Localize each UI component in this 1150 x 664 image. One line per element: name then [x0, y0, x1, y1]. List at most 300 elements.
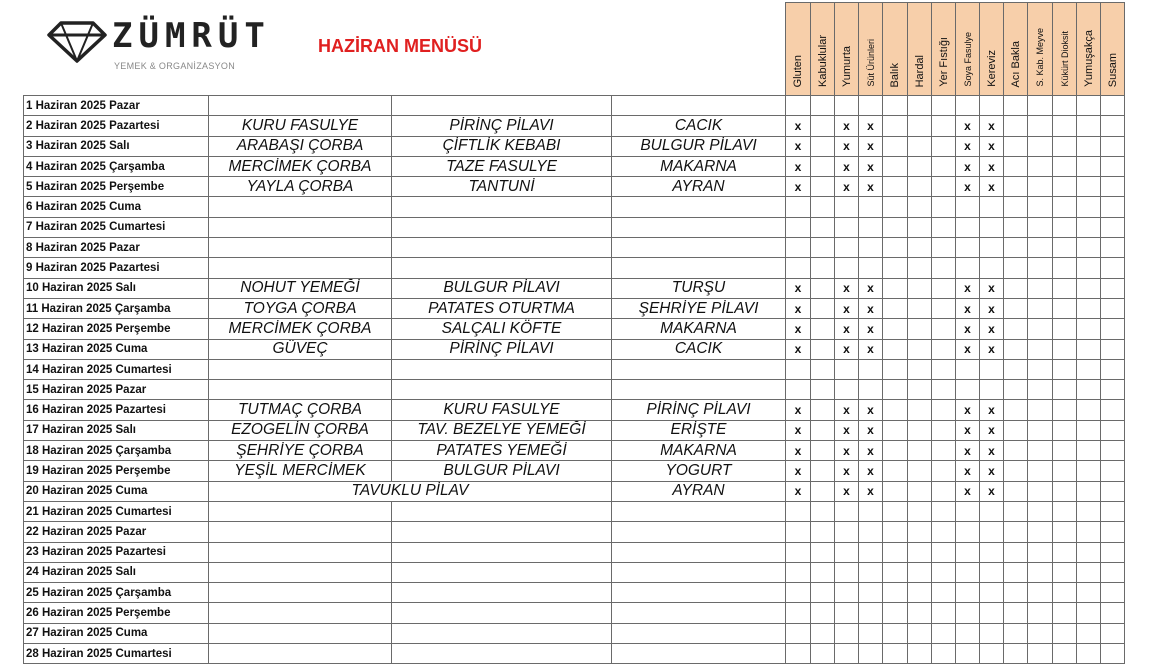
dish-cell: [209, 562, 392, 582]
dish-cell: YOGURT: [612, 461, 786, 481]
allergen-mark-cell: [859, 197, 883, 217]
allergen-mark-cell: [786, 96, 811, 116]
allergen-mark-cell: [859, 238, 883, 258]
menu-row: [24, 644, 1125, 664]
allergen-mark-cell: [1028, 562, 1053, 582]
allergen-mark-cell: [811, 562, 835, 582]
allergen-mark-cell: x: [859, 481, 883, 501]
allergen-mark-cell: [1004, 339, 1028, 359]
allergen-mark-cell: [883, 96, 908, 116]
allergen-mark-cell: [786, 217, 811, 237]
menu-row: [24, 420, 1125, 440]
allergen-mark-cell: x: [786, 339, 811, 359]
allergen-mark-cell: [835, 359, 859, 379]
allergen-mark-cell: [932, 562, 956, 582]
allergen-mark-cell: [1077, 217, 1101, 237]
allergen-mark-cell: [835, 501, 859, 521]
allergen-mark-cell: [1077, 644, 1101, 664]
dish-cell: MAKARNA: [612, 156, 786, 176]
allergen-mark-cell: [1053, 136, 1077, 156]
menu-row: [24, 238, 1125, 258]
allergen-mark-cell: [1077, 441, 1101, 461]
allergen-mark-cell: [811, 501, 835, 521]
allergen-mark-cell: [932, 522, 956, 542]
allergen-mark-cell: [1053, 380, 1077, 400]
allergen-label: Hardal: [913, 54, 926, 87]
allergen-mark-cell: x: [980, 116, 1004, 136]
allergen-mark-cell: [1004, 400, 1028, 420]
allergen-mark-cell: [1101, 278, 1125, 298]
allergen-mark-cell: [1004, 644, 1028, 664]
allergen-mark-cell: [1028, 359, 1053, 379]
allergen-mark-cell: [1101, 298, 1125, 318]
date-cell: 6 Haziran 2025 Cuma: [24, 197, 209, 217]
allergen-mark-cell: [1101, 522, 1125, 542]
allergen-header: [786, 3, 811, 96]
allergen-mark-cell: [908, 461, 932, 481]
dish-cell: YAYLA ÇORBA: [209, 177, 392, 197]
allergen-mark-cell: x: [956, 461, 980, 481]
allergen-mark-cell: [932, 278, 956, 298]
allergen-mark-cell: [859, 258, 883, 278]
dish-cell: [392, 96, 612, 116]
dish-cell: MAKARNA: [612, 319, 786, 339]
allergen-mark-cell: [908, 96, 932, 116]
allergen-mark-cell: [1028, 603, 1053, 623]
allergen-mark-cell: [1004, 562, 1028, 582]
menu-row: [24, 116, 1125, 136]
menu-row: [24, 583, 1125, 603]
allergen-mark-cell: [811, 238, 835, 258]
allergen-mark-cell: [883, 258, 908, 278]
date-cell: 9 Haziran 2025 Pazartesi: [24, 258, 209, 278]
allergen-mark-cell: [908, 542, 932, 562]
allergen-mark-cell: x: [835, 339, 859, 359]
allergen-mark-cell: [932, 319, 956, 339]
allergen-mark-cell: [908, 359, 932, 379]
allergen-mark-cell: x: [956, 420, 980, 440]
allergen-mark-cell: x: [835, 461, 859, 481]
allergen-mark-cell: [811, 156, 835, 176]
allergen-mark-cell: [811, 298, 835, 318]
allergen-mark-cell: [1077, 258, 1101, 278]
allergen-mark-cell: [1028, 177, 1053, 197]
dish-cell: PATATES OTURTMA: [392, 298, 612, 318]
allergen-mark-cell: [811, 258, 835, 278]
dish-cell: [209, 96, 392, 116]
allergen-mark-cell: x: [980, 156, 1004, 176]
dish-cell: ÇİFTLİK KEBABI: [392, 136, 612, 156]
allergen-mark-cell: [883, 603, 908, 623]
allergen-mark-cell: [883, 400, 908, 420]
dish-cell: PİRİNÇ PİLAVI: [392, 116, 612, 136]
allergen-mark-cell: [1053, 461, 1077, 481]
allergen-mark-cell: [1077, 339, 1101, 359]
allergen-mark-cell: [1077, 319, 1101, 339]
allergen-mark-cell: [1101, 197, 1125, 217]
allergen-mark-cell: [1101, 96, 1125, 116]
menu-row: [24, 319, 1125, 339]
allergen-mark-cell: [786, 542, 811, 562]
allergen-mark-cell: x: [980, 461, 1004, 481]
allergen-header: [835, 3, 859, 96]
dish-cell: TANTUNİ: [392, 177, 612, 197]
dish-cell: [612, 522, 786, 542]
allergen-header: [1053, 3, 1077, 96]
allergen-mark-cell: [932, 644, 956, 664]
allergen-mark-cell: [859, 623, 883, 643]
allergen-mark-cell: [932, 156, 956, 176]
allergen-mark-cell: [932, 116, 956, 136]
allergen-mark-cell: [883, 380, 908, 400]
allergen-mark-cell: [883, 217, 908, 237]
allergen-mark-cell: [1004, 177, 1028, 197]
allergen-mark-cell: [956, 623, 980, 643]
allergen-mark-cell: [859, 501, 883, 521]
menu-row: [24, 177, 1125, 197]
allergen-mark-cell: [1101, 156, 1125, 176]
allergen-mark-cell: [786, 603, 811, 623]
allergen-mark-cell: [1077, 380, 1101, 400]
date-cell: 21 Haziran 2025 Cumartesi: [24, 501, 209, 521]
allergen-mark-cell: [1028, 644, 1053, 664]
allergen-label: Kükürt Dioksit: [1059, 31, 1070, 87]
allergen-mark-cell: [1053, 400, 1077, 420]
allergen-mark-cell: [1028, 197, 1053, 217]
allergen-mark-cell: [786, 644, 811, 664]
allergen-mark-cell: [932, 217, 956, 237]
date-cell: 5 Haziran 2025 Perşembe: [24, 177, 209, 197]
date-cell: 8 Haziran 2025 Pazar: [24, 238, 209, 258]
dish-cell: PİRİNÇ PİLAVI: [612, 400, 786, 420]
menu-row: [24, 400, 1125, 420]
date-cell: 4 Haziran 2025 Çarşamba: [24, 156, 209, 176]
allergen-mark-cell: [786, 238, 811, 258]
menu-row: [24, 136, 1125, 156]
allergen-mark-cell: [1053, 238, 1077, 258]
allergen-header: [1077, 3, 1101, 96]
allergen-mark-cell: [932, 258, 956, 278]
allergen-mark-cell: [908, 339, 932, 359]
dish-cell: [209, 380, 392, 400]
allergen-mark-cell: [1028, 319, 1053, 339]
allergen-mark-cell: x: [859, 177, 883, 197]
allergen-mark-cell: [1077, 359, 1101, 379]
dish-cell: [209, 238, 392, 258]
allergen-mark-cell: [908, 644, 932, 664]
dish-cell: KURU FASULYE: [209, 116, 392, 136]
allergen-mark-cell: [1004, 319, 1028, 339]
allergen-mark-cell: [932, 400, 956, 420]
allergen-header: [1101, 3, 1125, 96]
allergen-mark-cell: [908, 583, 932, 603]
allergen-mark-cell: x: [980, 339, 1004, 359]
allergen-mark-cell: [883, 644, 908, 664]
allergen-mark-cell: x: [835, 278, 859, 298]
allergen-mark-cell: [1004, 461, 1028, 481]
allergen-mark-cell: [1101, 238, 1125, 258]
allergen-mark-cell: [786, 623, 811, 643]
allergen-mark-cell: [811, 359, 835, 379]
allergen-mark-cell: [1053, 501, 1077, 521]
dish-cell: TURŞU: [612, 278, 786, 298]
allergen-mark-cell: [908, 298, 932, 318]
dish-cell: [612, 380, 786, 400]
allergen-mark-cell: [1053, 481, 1077, 501]
dish-cell: [392, 501, 612, 521]
allergen-mark-cell: [980, 603, 1004, 623]
allergen-mark-cell: [883, 420, 908, 440]
allergen-mark-cell: [980, 96, 1004, 116]
allergen-mark-cell: [1101, 481, 1125, 501]
allergen-mark-cell: [1028, 623, 1053, 643]
allergen-mark-cell: [811, 380, 835, 400]
allergen-mark-cell: [835, 380, 859, 400]
date-cell: 12 Haziran 2025 Perşembe: [24, 319, 209, 339]
allergen-mark-cell: [883, 501, 908, 521]
allergen-mark-cell: [956, 542, 980, 562]
allergen-mark-cell: [1028, 542, 1053, 562]
allergen-mark-cell: [1053, 583, 1077, 603]
dish-cell: MAKARNA: [612, 441, 786, 461]
allergen-mark-cell: [811, 177, 835, 197]
allergen-mark-cell: [835, 197, 859, 217]
allergen-mark-cell: [786, 501, 811, 521]
dish-cell: TAZE FASULYE: [392, 156, 612, 176]
allergen-mark-cell: [883, 156, 908, 176]
allergen-mark-cell: [786, 583, 811, 603]
date-cell: 10 Haziran 2025 Salı: [24, 278, 209, 298]
dish-cell: ŞEHRİYE ÇORBA: [209, 441, 392, 461]
allergen-mark-cell: x: [980, 298, 1004, 318]
allergen-mark-cell: [908, 136, 932, 156]
allergen-mark-cell: [1004, 501, 1028, 521]
allergen-mark-cell: x: [956, 441, 980, 461]
allergen-mark-cell: [883, 461, 908, 481]
allergen-mark-cell: [1028, 278, 1053, 298]
dish-cell: [612, 603, 786, 623]
date-cell: 24 Haziran 2025 Salı: [24, 562, 209, 582]
dish-cell: MERCİMEK ÇORBA: [209, 156, 392, 176]
allergen-mark-cell: x: [859, 400, 883, 420]
allergen-mark-cell: [956, 238, 980, 258]
date-cell: 1 Haziran 2025 Pazar: [24, 96, 209, 116]
allergen-mark-cell: [1077, 420, 1101, 440]
allergen-mark-cell: x: [835, 298, 859, 318]
dish-cell: [392, 359, 612, 379]
allergen-mark-cell: [1028, 96, 1053, 116]
allergen-mark-cell: [956, 197, 980, 217]
allergen-mark-cell: x: [956, 298, 980, 318]
allergen-mark-cell: [980, 583, 1004, 603]
allergen-mark-cell: [1004, 481, 1028, 501]
dish-cell: [209, 217, 392, 237]
allergen-mark-cell: [883, 319, 908, 339]
allergen-mark-cell: [883, 116, 908, 136]
allergen-mark-cell: [932, 603, 956, 623]
allergen-mark-cell: [980, 380, 1004, 400]
allergen-mark-cell: [956, 562, 980, 582]
allergen-mark-cell: [932, 238, 956, 258]
allergen-mark-cell: [1101, 258, 1125, 278]
menu-row: [24, 380, 1125, 400]
allergen-mark-cell: x: [956, 278, 980, 298]
dish-cell: [209, 603, 392, 623]
dish-cell: PİRİNÇ PİLAVI: [392, 339, 612, 359]
allergen-mark-cell: [835, 562, 859, 582]
allergen-mark-cell: [1101, 217, 1125, 237]
allergen-mark-cell: [1053, 217, 1077, 237]
allergen-mark-cell: [883, 481, 908, 501]
allergen-mark-cell: [883, 278, 908, 298]
allergen-mark-cell: [1028, 481, 1053, 501]
allergen-mark-cell: [1053, 298, 1077, 318]
allergen-mark-cell: [956, 644, 980, 664]
allergen-header: [811, 3, 835, 96]
date-cell: 13 Haziran 2025 Cuma: [24, 339, 209, 359]
date-cell: 16 Haziran 2025 Pazartesi: [24, 400, 209, 420]
allergen-mark-cell: x: [956, 339, 980, 359]
allergen-mark-cell: [1028, 156, 1053, 176]
allergen-mark-cell: [1028, 238, 1053, 258]
allergen-mark-cell: [1053, 359, 1077, 379]
allergen-mark-cell: x: [835, 136, 859, 156]
allergen-mark-cell: x: [859, 441, 883, 461]
allergen-mark-cell: [883, 359, 908, 379]
allergen-mark-cell: [932, 380, 956, 400]
allergen-mark-cell: [908, 501, 932, 521]
allergen-mark-cell: [908, 278, 932, 298]
allergen-mark-cell: [883, 441, 908, 461]
allergen-mark-cell: [859, 603, 883, 623]
dish-cell: [612, 258, 786, 278]
dish-cell: TOYGA ÇORBA: [209, 298, 392, 318]
date-cell: 28 Haziran 2025 Cumartesi: [24, 644, 209, 664]
allergen-mark-cell: [1004, 359, 1028, 379]
allergen-mark-cell: [980, 258, 1004, 278]
logo-wordmark: ZÜMRÜT: [112, 16, 271, 56]
allergen-mark-cell: [883, 298, 908, 318]
allergen-mark-cell: [1028, 522, 1053, 542]
dish-cell: BULGUR PİLAVI: [392, 278, 612, 298]
allergen-mark-cell: [908, 623, 932, 643]
allergen-mark-cell: [1077, 583, 1101, 603]
menu-row: [24, 278, 1125, 298]
dish-cell: BULGUR PİLAVI: [612, 136, 786, 156]
allergen-header: [859, 3, 883, 96]
allergen-mark-cell: [980, 501, 1004, 521]
allergen-mark-cell: [883, 339, 908, 359]
date-cell: 20 Haziran 2025 Cuma: [24, 481, 209, 501]
allergen-mark-cell: x: [786, 400, 811, 420]
allergen-mark-cell: [980, 197, 1004, 217]
menu-row: [24, 258, 1125, 278]
allergen-mark-cell: [956, 96, 980, 116]
allergen-mark-cell: [1053, 156, 1077, 176]
allergen-mark-cell: [908, 562, 932, 582]
allergen-mark-cell: x: [786, 420, 811, 440]
dish-cell: [209, 258, 392, 278]
allergen-mark-cell: [1053, 258, 1077, 278]
date-cell: 11 Haziran 2025 Çarşamba: [24, 298, 209, 318]
allergen-mark-cell: [1077, 461, 1101, 481]
allergen-mark-cell: [859, 644, 883, 664]
dish-cell: [612, 644, 786, 664]
allergen-mark-cell: [932, 542, 956, 562]
allergen-header: [1028, 3, 1053, 96]
allergen-mark-cell: [1077, 522, 1101, 542]
allergen-mark-cell: [908, 603, 932, 623]
allergen-mark-cell: x: [786, 177, 811, 197]
allergen-mark-cell: [1028, 136, 1053, 156]
allergen-mark-cell: [811, 644, 835, 664]
allergen-mark-cell: [908, 217, 932, 237]
dish-cell: [392, 583, 612, 603]
allergen-mark-cell: [883, 177, 908, 197]
allergen-mark-cell: [811, 136, 835, 156]
allergen-mark-cell: [786, 380, 811, 400]
dish-cell: SALÇALI KÖFTE: [392, 319, 612, 339]
allergen-mark-cell: x: [956, 136, 980, 156]
allergen-mark-cell: [1004, 238, 1028, 258]
logo-tagline: YEMEK & ORGANİZASYON: [114, 61, 236, 71]
allergen-mark-cell: x: [980, 177, 1004, 197]
allergen-mark-cell: [883, 238, 908, 258]
date-cell: 22 Haziran 2025 Pazar: [24, 522, 209, 542]
dish-cell: [392, 623, 612, 643]
allergen-mark-cell: [1004, 603, 1028, 623]
menu-row: [24, 339, 1125, 359]
allergen-mark-cell: [908, 238, 932, 258]
allergen-mark-cell: [1077, 156, 1101, 176]
allergen-mark-cell: [1028, 420, 1053, 440]
allergen-mark-cell: [908, 481, 932, 501]
dish-cell: MERCİMEK ÇORBA: [209, 319, 392, 339]
allergen-mark-cell: [1077, 136, 1101, 156]
allergen-mark-cell: x: [835, 400, 859, 420]
dish-cell: PATATES YEMEĞİ: [392, 441, 612, 461]
allergen-mark-cell: [1053, 177, 1077, 197]
allergen-mark-cell: [786, 197, 811, 217]
dish-cell: CACIK: [612, 339, 786, 359]
dish-cell: [392, 380, 612, 400]
allergen-label: Soya Fasulye: [962, 32, 973, 87]
dish-cell: [392, 603, 612, 623]
dish-cell: [209, 522, 392, 542]
dish-cell: [612, 542, 786, 562]
allergen-mark-cell: [1101, 542, 1125, 562]
menu-row: [24, 298, 1125, 318]
menu-row: [24, 461, 1125, 481]
allergen-label: Gluten: [792, 54, 804, 87]
allergen-mark-cell: [1028, 461, 1053, 481]
dish-cell: [612, 501, 786, 521]
allergen-mark-cell: [1077, 501, 1101, 521]
allergen-mark-cell: [835, 96, 859, 116]
allergen-mark-cell: [980, 217, 1004, 237]
allergen-mark-cell: [1028, 298, 1053, 318]
allergen-mark-cell: [1053, 319, 1077, 339]
allergen-mark-cell: [1053, 96, 1077, 116]
date-cell: 26 Haziran 2025 Perşembe: [24, 603, 209, 623]
allergen-mark-cell: [1004, 116, 1028, 136]
date-cell: 3 Haziran 2025 Salı: [24, 136, 209, 156]
allergen-mark-cell: [1028, 116, 1053, 136]
allergen-mark-cell: x: [835, 156, 859, 176]
allergen-mark-cell: x: [859, 156, 883, 176]
allergen-mark-cell: [811, 400, 835, 420]
allergen-mark-cell: [1101, 420, 1125, 440]
